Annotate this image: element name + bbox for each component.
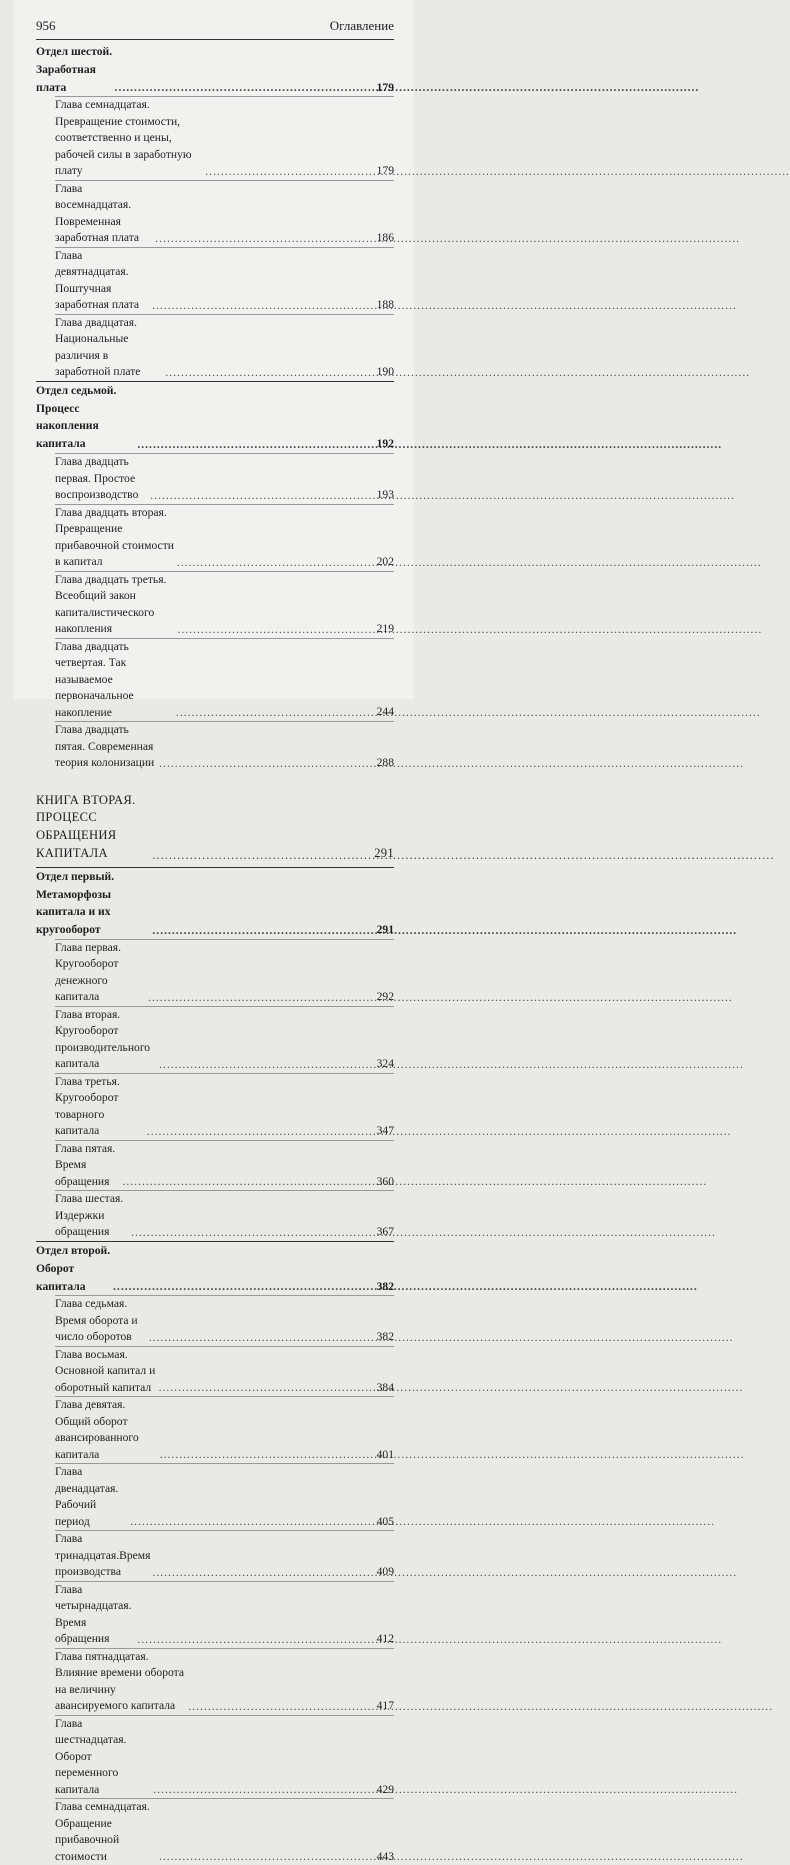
- dot-leader: [122, 1177, 374, 1187]
- toc-chapter-title: Глава девятнадцатая. Поштучная заработная плата: [55, 248, 140, 312]
- toc-chapter-entry: [36, 454, 394, 504]
- toc-chapter-entry: [36, 1464, 394, 1530]
- toc-part-entry: [36, 43, 394, 96]
- toc-book-page: 291: [374, 845, 394, 860]
- dot-leader: [176, 708, 375, 718]
- page-number: 956: [36, 18, 56, 33]
- dot-leader: [159, 759, 374, 769]
- toc-chapter-title: Глава первая. Кругооборот денежного капитала: [55, 940, 121, 1004]
- dot-leader: [150, 491, 374, 501]
- dot-leader: [152, 850, 372, 860]
- toc-page-number: 443: [376, 1849, 394, 1863]
- toc-part-entry: [36, 382, 394, 453]
- toc-part-entry: [36, 868, 394, 939]
- dot-leader: [113, 1282, 375, 1292]
- toc-part-title: Отдел второй. Оборот капитала: [36, 1243, 111, 1293]
- dot-leader: [205, 167, 374, 177]
- toc-section-book2-part1: [36, 867, 394, 1241]
- toc-chapter-title: Глава двадцать третья. Всеобщий закон капиталистического накопления: [55, 572, 167, 636]
- toc-page-number: 179: [376, 80, 394, 94]
- toc-chapter-title: Глава семнадцатая. Превращение стоимости, соответственно и цены, рабочей силы в заработную плату: [55, 98, 192, 178]
- toc-chapter-entry: [36, 181, 394, 247]
- toc-chapter-title: Глава вторая. Кругооборот производительного капитала: [55, 1007, 151, 1071]
- toc-chapter-entry: [36, 1397, 394, 1463]
- toc-page-number: 186: [376, 231, 394, 245]
- toc-part-entry: [36, 1242, 394, 1295]
- toc-page-number: 291: [376, 923, 394, 937]
- book-page: [14, 0, 414, 1863]
- toc-chapter-entry: [36, 1799, 394, 1865]
- toc-page-number: 429: [376, 1782, 394, 1796]
- toc-chapter-entry: [36, 572, 394, 638]
- dot-leader: [148, 993, 375, 1003]
- toc-page-number: 193: [376, 487, 394, 501]
- toc-chapter-title: Глава шестнадцатая. Оборот переменного капитала: [55, 1716, 127, 1796]
- toc-chapter-title: Глава двадцать четвертая. Так называемое первоначальное накопление: [55, 639, 134, 719]
- toc-chapter-entry: [36, 639, 394, 722]
- dot-leader: [159, 1852, 375, 1862]
- toc-page-number: 190: [376, 365, 394, 379]
- toc-page-number: 244: [376, 705, 394, 719]
- header-rule: [36, 39, 394, 40]
- dot-leader: [152, 926, 374, 936]
- toc-page-number: 409: [376, 1565, 394, 1579]
- toc-chapter-title: Глава третья. Кругооборот товарного капитала: [55, 1074, 120, 1138]
- toc-chapter-title: Глава восьмая. Основной капитал и оборотный капитал: [55, 1347, 156, 1394]
- dot-leader: [159, 1383, 375, 1393]
- dot-leader: [177, 625, 374, 635]
- toc-chapter-title: Глава семнадцатая. Обращение прибавочной стоимости: [55, 1800, 150, 1863]
- dot-leader: [177, 558, 375, 568]
- toc-chapter-entry: [36, 97, 394, 180]
- toc-chapter-title: Глава девятая. Общий оборот авансированного капитала: [55, 1398, 139, 1461]
- dot-leader: [137, 1635, 374, 1645]
- toc-page-number: 405: [376, 1514, 394, 1528]
- toc-page-number: 288: [376, 755, 394, 769]
- toc-chapter-entry: [36, 1007, 394, 1073]
- toc-chapter-entry: [36, 1191, 394, 1241]
- toc-chapter-entry: [36, 1347, 394, 1397]
- toc-chapter-title: Глава двадцать первая. Простое воспроизводство: [55, 455, 139, 502]
- toc-chapter-entry: [36, 248, 394, 314]
- toc-chapter-title: Глава пятая. Время обращения: [55, 1141, 116, 1188]
- toc-section-book2-part2: [36, 1241, 394, 1865]
- toc-part-title: Отдел шестой. Заработная плата: [36, 45, 113, 94]
- toc-page-number: 417: [376, 1699, 394, 1713]
- toc-chapter-entry: [36, 1141, 394, 1191]
- toc-chapter-entry: [36, 1582, 394, 1648]
- toc-page-number: 192: [376, 437, 394, 451]
- toc-page-number: 382: [376, 1330, 394, 1344]
- dot-leader: [147, 1127, 375, 1137]
- toc-chapter-title: Глава двадцатая. Национальные различия в заработной плате: [55, 315, 141, 379]
- toc-page-number: 179: [376, 164, 394, 178]
- toc-chapter-entry: [36, 1296, 394, 1346]
- dot-leader: [152, 1568, 374, 1578]
- toc-section-part6: [36, 43, 394, 381]
- dot-leader: [149, 1333, 375, 1343]
- dot-leader: [160, 1450, 375, 1460]
- toc-chapter-entry: [36, 315, 394, 381]
- toc-chapter-title: Глава четырнадцатая. Время обращения: [55, 1582, 132, 1646]
- page-header: [36, 18, 394, 34]
- dot-leader: [131, 1228, 375, 1238]
- running-title: Оглавление: [329, 18, 394, 33]
- dot-leader: [155, 234, 374, 244]
- toc-book-title: КНИГА ВТОРАЯ. ПРОЦЕСС ОБРАЩЕНИЯ КАПИТАЛА: [36, 792, 136, 860]
- toc-chapter-title: Глава шестая. Издержки обращения: [55, 1192, 124, 1239]
- toc-chapter-title: Глава пятнадцатая. Влияние времени оборота на величину авансируемого капитала: [55, 1649, 185, 1713]
- toc-page-number: 292: [376, 990, 394, 1004]
- toc-page-number: 367: [376, 1225, 394, 1239]
- dot-leader: [188, 1702, 374, 1712]
- toc-page-number: 360: [376, 1174, 394, 1188]
- toc-chapter-title: Глава тринадцатая.Время производства: [55, 1532, 151, 1579]
- toc-chapter-title: Глава двадцать пятая. Современная теория колонизации: [55, 723, 155, 770]
- toc-page-number: 412: [376, 1632, 394, 1646]
- toc-book-entry: [36, 792, 394, 863]
- dot-leader: [165, 368, 374, 378]
- dot-leader: [115, 83, 375, 93]
- toc-chapter-entry: [36, 1531, 394, 1581]
- dot-leader: [130, 1517, 374, 1527]
- toc-chapter-entry: [36, 940, 394, 1006]
- toc-chapter-entry: [36, 722, 394, 772]
- toc-page-number: 219: [376, 621, 394, 635]
- toc-chapter-entry: [36, 505, 394, 571]
- toc-chapter-title: Глава восемнадцатая. Повременная заработная плата: [55, 181, 140, 245]
- toc-chapter-entry: [36, 1716, 394, 1799]
- toc-page-number: 202: [376, 554, 394, 568]
- toc-page-number: 384: [376, 1380, 394, 1394]
- toc-chapter-entry: [36, 1074, 394, 1140]
- dot-leader: [159, 1060, 375, 1070]
- toc-page-number: 401: [376, 1447, 394, 1461]
- toc-chapter-title: Глава двенадцатая. Рабочий период: [55, 1465, 119, 1528]
- toc-page-number: 347: [376, 1124, 394, 1138]
- dot-leader: [137, 440, 374, 450]
- toc-part-title: Отдел первый. Метаморфозы капитала и их кругооборот: [36, 869, 115, 937]
- toc-page-number: 324: [376, 1057, 394, 1071]
- toc-chapter-title: Глава двадцать вторая. Превращение прибавочной стоимости в капитал: [55, 505, 174, 569]
- toc-page-number: 382: [376, 1279, 394, 1293]
- toc-chapter-entry: [36, 1649, 394, 1715]
- toc-page-number: 188: [376, 298, 394, 312]
- toc-section-part7: [36, 381, 394, 772]
- dot-leader: [153, 1785, 374, 1795]
- dot-leader: [152, 301, 375, 311]
- toc-chapter-title: Глава седьмая. Время оборота и число оборотов: [55, 1297, 138, 1344]
- table-of-contents: [36, 43, 394, 1865]
- toc-part-title: Отдел седьмой. Процесс накопления капитала: [36, 383, 117, 451]
